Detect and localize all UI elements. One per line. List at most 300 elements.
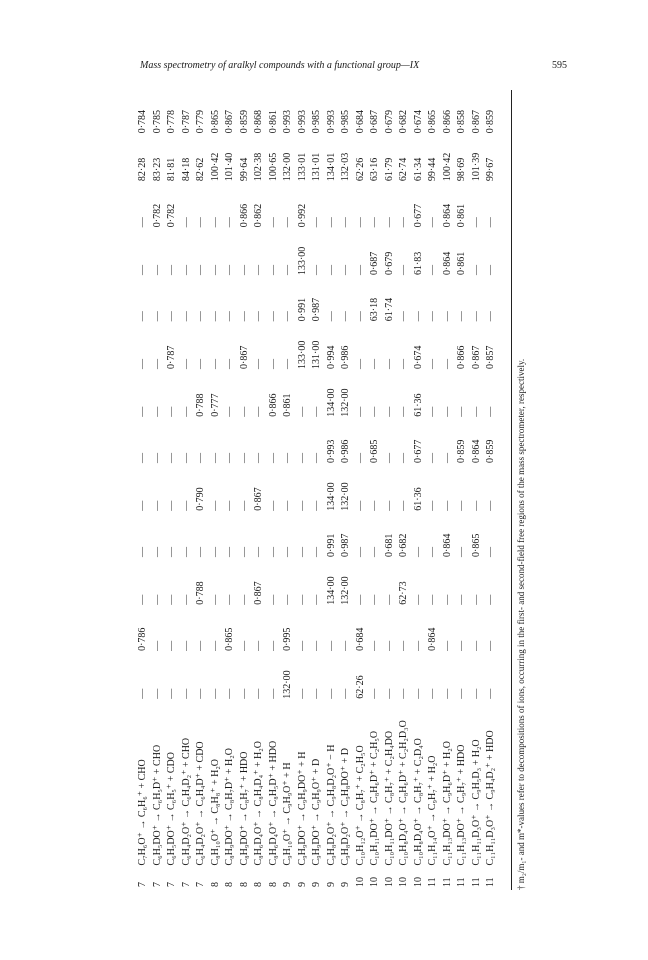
table-cell: 0·857 [485, 345, 496, 370]
table-cell: — [166, 640, 177, 651]
table-cell: — [427, 265, 438, 276]
table-cell: 132·00 [340, 482, 351, 511]
table-cell: — [325, 265, 337, 276]
row-reaction: C₁₀H₁₁DO⁺ → C₈H₆D⁺ + C₂H₅O [369, 730, 380, 866]
row-reaction: C₉H₈D₂O⁺ → C₉H₈DO⁺ + D [340, 748, 351, 866]
table-cell: — [238, 594, 250, 605]
table-cell: — [470, 265, 482, 276]
table-cell: — [427, 452, 438, 463]
table-cell: 0·790 [195, 487, 206, 511]
table-row [165, 90, 180, 890]
table-cell: — [354, 406, 366, 417]
table-cell: — [166, 688, 177, 699]
table-cell: — [267, 311, 279, 322]
table-cell: 100·42 [209, 152, 221, 182]
table-cell: 0·864 [441, 251, 453, 276]
table-cell: 99·67 [485, 157, 496, 182]
table-cell: — [282, 311, 293, 322]
table-cell: — [151, 640, 163, 651]
row-reaction: C₈H₁₀O⁺ → C₈H₈⁺ + H₂O [209, 758, 221, 866]
table-cell: — [456, 546, 467, 557]
table-cell: 101·39 [470, 152, 482, 182]
row-mass-number: 9 [325, 882, 337, 887]
table-row [180, 90, 195, 890]
table-cell: 0·985 [311, 109, 322, 134]
table-cell: — [209, 688, 221, 699]
table-cell: — [282, 546, 293, 557]
row-mass-number: 10 [412, 877, 424, 887]
table-cell: — [369, 500, 380, 511]
table-cell: 0·866 [456, 345, 467, 370]
table-row [151, 90, 166, 890]
table-cell: — [180, 311, 192, 322]
row-reaction: C₁₁H₁₃DO⁺ → C₉H₇⁺ + HDO [456, 744, 467, 866]
table-cell: 0·684 [354, 109, 366, 134]
table-cell: — [441, 640, 453, 651]
table-row [267, 90, 282, 890]
row-mass-number: 11 [485, 877, 496, 887]
row-reaction: C₁₁H₁₄O⁺ → C₉H₇⁺ + H₂O [427, 755, 438, 866]
table-cell: — [311, 594, 322, 605]
table-cell: 0·787 [180, 109, 192, 134]
table-cell: — [137, 546, 148, 557]
table-cell: 100·42 [441, 152, 453, 182]
table-cell: 0·867 [470, 345, 482, 370]
table-cell: — [441, 500, 453, 511]
table-cell: — [340, 640, 351, 651]
table-cell: 132·00 [340, 388, 351, 417]
table-cell: — [427, 500, 438, 511]
table-cell: — [427, 311, 438, 322]
table-cell: — [383, 500, 395, 511]
table-cell: — [180, 359, 192, 370]
row-mass-number: 9 [340, 882, 351, 887]
table-cell: — [427, 217, 438, 228]
table-cell: 0·687 [369, 251, 380, 276]
table-cell: — [369, 359, 380, 370]
table-cell: — [311, 265, 322, 276]
table-cell: — [383, 406, 395, 417]
table-cell: 63·18 [369, 297, 380, 322]
table-row [397, 90, 412, 890]
row-reaction: C₆H₄D₂O⁺ → C₆H₄D₂⁺ + CHO [180, 737, 192, 866]
table-cell: 0·682 [398, 109, 409, 134]
row-mass-number: 9 [311, 882, 322, 887]
table-row [238, 90, 253, 890]
table-cell: — [282, 452, 293, 463]
table-cell: 0·864 [427, 627, 438, 651]
table-cell: — [398, 311, 409, 322]
table-cell: 0·868 [253, 109, 264, 134]
table-cell: — [224, 688, 235, 699]
table-cell: — [209, 594, 221, 605]
table-cell: — [296, 406, 308, 417]
table-cell: — [311, 500, 322, 511]
table-cell: — [166, 452, 177, 463]
table-cell: 0·778 [166, 109, 177, 134]
table-cell: — [137, 452, 148, 463]
table-cell: 0·784 [137, 109, 148, 134]
row-reaction: C₉H₉DO⁺ → C₉H₉O⁺ + D [311, 758, 322, 866]
table-cell: — [485, 265, 496, 276]
table-cell: — [238, 546, 250, 557]
table-cell: — [398, 265, 409, 276]
table-cell: — [166, 311, 177, 322]
table-cell: — [427, 359, 438, 370]
table-cell: — [224, 594, 235, 605]
table-cell: 0·994 [325, 345, 337, 370]
table-row [296, 90, 311, 890]
table-cell: — [325, 640, 337, 651]
table-cell: — [151, 265, 163, 276]
table-cell: — [354, 500, 366, 511]
table-cell: — [340, 688, 351, 699]
table-cell: — [137, 311, 148, 322]
table-cell: 0·782 [166, 203, 177, 228]
table-cell: — [195, 311, 206, 322]
table-row [470, 90, 485, 890]
table-cell: 81·81 [166, 157, 177, 182]
table-cell: 0·679 [383, 251, 395, 276]
table-cell: 0·993 [325, 109, 337, 134]
row-mass-number: 9 [282, 882, 293, 887]
table-cell: — [398, 406, 409, 417]
table-cell: — [441, 359, 453, 370]
table-cell: — [456, 688, 467, 699]
table-cell: 0·674 [412, 345, 424, 370]
table-cell: — [311, 546, 322, 557]
table-cell: 0·859 [485, 109, 496, 134]
row-reaction: C₁₀H₁₂O⁺ → C₈H₇⁺ + C₂H₅O [354, 745, 366, 866]
table-cell: — [137, 594, 148, 605]
footnote-rule [511, 90, 512, 890]
table-cell: 0·861 [456, 251, 467, 276]
table-cell: — [354, 265, 366, 276]
table-cell: — [470, 594, 482, 605]
table-cell: 0·865 [224, 627, 235, 651]
table-cell: — [383, 452, 395, 463]
table-cell: — [151, 311, 163, 322]
table-cell: 61·74 [383, 297, 395, 322]
table-cell: — [253, 452, 264, 463]
table-cell: — [267, 546, 279, 557]
table-cell: — [253, 265, 264, 276]
table-cell: 0·787 [166, 345, 177, 370]
row-mass-number: 11 [427, 877, 438, 887]
table-cell: — [180, 546, 192, 557]
table-cell: 0·986 [340, 439, 351, 463]
table-cell: — [441, 406, 453, 417]
table-cell: 0·992 [296, 203, 308, 228]
table-cell: 0·866 [441, 109, 453, 134]
table-row [310, 90, 325, 890]
table-cell: 62·26 [354, 157, 366, 182]
table-cell: 0·681 [383, 533, 395, 557]
table-cell: 0·862 [253, 203, 264, 228]
table-cell: — [441, 594, 453, 605]
table-cell: 0·995 [282, 627, 293, 651]
table-cell: — [137, 217, 148, 228]
table-cell: — [427, 406, 438, 417]
row-mass-number: 7 [137, 882, 148, 887]
table-cell: — [137, 406, 148, 417]
table-cell: — [340, 311, 351, 322]
row-mass-number: 7 [195, 882, 206, 887]
table-cell: — [325, 217, 337, 228]
table-cell: — [470, 500, 482, 511]
table-row [484, 90, 499, 890]
table-row [252, 90, 267, 890]
table-cell: — [180, 594, 192, 605]
table-cell: — [224, 265, 235, 276]
table-cell: — [340, 265, 351, 276]
table-cell: 133·00 [296, 246, 308, 276]
table-footnote: † m₂/m₁- and m*-values refer to decompositions of ions, occurring in the first- and second-field free regions of the mass spectrometer, respectively. [516, 358, 526, 890]
table-cell: — [296, 688, 308, 699]
table-cell: — [311, 640, 322, 651]
row-reaction: C₇H₆O⁺ → C₆H₆⁺ + CHO [137, 759, 148, 866]
row-reaction: C₆H₅DO⁺ → C₆H₅⁺ + CDO [166, 752, 177, 866]
row-mass-number: 8 [238, 882, 250, 887]
table-cell: — [369, 217, 380, 228]
table-cell: 0·865 [209, 109, 221, 134]
table-cell: — [253, 640, 264, 651]
table-cell: 0·677 [412, 203, 424, 228]
table-cell: — [369, 594, 380, 605]
table-cell: 0·682 [398, 533, 409, 557]
table-cell: 131·01 [311, 152, 322, 182]
table-cell: — [456, 311, 467, 322]
table-cell: 101·40 [224, 152, 235, 182]
table-cell: — [296, 640, 308, 651]
table-cell: — [456, 406, 467, 417]
table-cell: 99·64 [238, 157, 250, 182]
table-cell: — [369, 546, 380, 557]
table-cell: — [296, 452, 308, 463]
row-reaction: C₈H₉DO⁺ → C₈H₇⁺ + HDO [238, 751, 250, 866]
table-cell: — [253, 546, 264, 557]
table-cell: — [238, 265, 250, 276]
table-cell: 62·26 [354, 675, 366, 699]
table-cell: 84·18 [180, 157, 192, 182]
table-cell: 0·685 [369, 439, 380, 463]
table-cell: — [195, 640, 206, 651]
table-cell: — [296, 500, 308, 511]
row-reaction: C₆H₅DO⁺ → C₆H₅D⁺ + CHO [151, 744, 163, 866]
table-row [368, 90, 383, 890]
row-reaction: C₁₁H₁₁D₃O⁺ → C₉H₅D₃ + H₂O [470, 739, 482, 866]
table-cell: 0·987 [311, 297, 322, 322]
row-reaction: C₈H₆D₄O⁺ → C₈H₅D⁺ + HDO [267, 740, 279, 866]
table-row [455, 90, 470, 890]
table-cell: — [195, 452, 206, 463]
table-cell: 134·00 [325, 482, 337, 511]
table-cell: — [180, 406, 192, 417]
table-cell: — [412, 640, 424, 651]
page-number: 595 [552, 60, 567, 71]
table-cell: — [282, 359, 293, 370]
table-cell: 0·867 [224, 109, 235, 134]
table-cell: — [195, 265, 206, 276]
table-cell: 0·866 [267, 393, 279, 417]
rotated-table-region [136, 90, 536, 890]
table-cell: — [354, 311, 366, 322]
table-cell: — [398, 359, 409, 370]
table-cell: — [238, 311, 250, 322]
table-cell: — [311, 217, 322, 228]
table-cell: — [412, 688, 424, 699]
table-cell: 0·987 [340, 533, 351, 557]
table-cell: — [253, 359, 264, 370]
table-cell: 0·861 [282, 393, 293, 417]
row-reaction: C₁₁H₁₃DO⁺ → C₉H₆D⁺ + H₂O [441, 741, 453, 866]
row-mass-number: 8 [267, 882, 279, 887]
table-row [354, 90, 369, 890]
table-cell: — [427, 594, 438, 605]
table-cell: 82·28 [137, 157, 148, 182]
row-mass-number: 11 [470, 877, 482, 887]
table-cell: — [224, 452, 235, 463]
table-cell: — [369, 640, 380, 651]
row-reaction: C₁₀H₈D₄O⁺ → C₈H₆D⁺ + C₂H₂D₃O [398, 720, 409, 866]
table-cell: 0·859 [456, 439, 467, 463]
table-cell: — [253, 311, 264, 322]
table-cell: 99·44 [427, 157, 438, 182]
table-cell: — [369, 688, 380, 699]
table-cell: — [180, 452, 192, 463]
table-cell: — [267, 500, 279, 511]
table-cell: — [267, 217, 279, 228]
row-mass-number: 8 [224, 882, 235, 887]
table-cell: 100·65 [267, 152, 279, 182]
row-reaction: C₈H₆D₄O⁺ → C₈H₄D₄⁺ + H₂O [253, 741, 264, 866]
table-cell: — [209, 359, 221, 370]
row-reaction: C₉H₈D₂O⁺ → C₉H₈D₂O⁺ − H [325, 744, 337, 866]
table-cell: 0·993 [325, 439, 337, 463]
table-cell: — [470, 217, 482, 228]
table-cell: 61·36 [412, 487, 424, 511]
table-cell: — [209, 500, 221, 511]
table-cell: — [151, 500, 163, 511]
table-cell: 0·867 [253, 487, 264, 511]
table-cell: — [427, 546, 438, 557]
table-cell: 0·864 [441, 533, 453, 557]
table-cell: — [383, 688, 395, 699]
table-cell: — [238, 500, 250, 511]
row-mass-number: 11 [456, 877, 467, 887]
table-row [281, 90, 296, 890]
table-cell: 0·991 [296, 297, 308, 322]
table-cell: — [151, 359, 163, 370]
table-cell: — [485, 688, 496, 699]
table-cell: 0·788 [195, 393, 206, 417]
table-cell: 0·866 [238, 203, 250, 228]
table-cell: — [311, 452, 322, 463]
table-cell: — [354, 452, 366, 463]
table-cell: — [325, 311, 337, 322]
table-cell: 0·859 [485, 439, 496, 463]
table-cell: — [470, 406, 482, 417]
table-cell: 0·786 [137, 627, 148, 651]
row-reaction: C₁₀H₈D₄O⁺ → C₈H₇⁺ + C₂D₄O [412, 738, 424, 866]
table-cell: — [209, 265, 221, 276]
table-cell: — [238, 640, 250, 651]
table-cell: — [485, 546, 496, 557]
table-cell: — [224, 359, 235, 370]
table-cell: — [282, 594, 293, 605]
table-cell: — [427, 688, 438, 699]
row-reaction: C₁₀H₁₁DO⁺ → C₈H₇⁺ + C₂H₄DO [383, 730, 395, 866]
table-cell: — [209, 546, 221, 557]
table-cell: 0·865 [427, 109, 438, 134]
row-mass-number: 10 [383, 877, 395, 887]
table-cell: — [151, 688, 163, 699]
table-cell: 0·782 [151, 203, 163, 228]
table-row [325, 90, 340, 890]
table-cell: — [180, 217, 192, 228]
table-cell: — [354, 217, 366, 228]
table-cell: — [354, 546, 366, 557]
table-cell: — [412, 546, 424, 557]
table-cell: — [412, 594, 424, 605]
table-cell: — [224, 217, 235, 228]
table-cell: 0·679 [383, 109, 395, 134]
table-cell: 133·00 [296, 340, 308, 370]
table-cell: 0·861 [456, 203, 467, 228]
table-cell: — [296, 546, 308, 557]
table-cell: — [267, 359, 279, 370]
table-cell: — [485, 500, 496, 511]
table-cell: — [398, 217, 409, 228]
table-cell: — [485, 640, 496, 651]
table-cell: — [209, 217, 221, 228]
table-cell: 133·01 [296, 152, 308, 182]
table-cell: 0·864 [470, 439, 482, 463]
row-mass-number: 9 [296, 882, 308, 887]
table-cell: — [412, 311, 424, 322]
row-mass-number: 7 [166, 882, 177, 887]
table-cell: 134·01 [325, 152, 337, 182]
table-cell: 0·687 [369, 109, 380, 134]
table-cell: — [398, 688, 409, 699]
table-cell: — [195, 546, 206, 557]
table-cell: — [151, 406, 163, 417]
table-cell: — [238, 452, 250, 463]
table-cell: — [151, 594, 163, 605]
table-cell: 61·83 [412, 251, 424, 276]
table-cell: — [253, 688, 264, 699]
table-cell: — [180, 500, 192, 511]
table-cell: — [470, 688, 482, 699]
table-cell: — [209, 640, 221, 651]
table-cell: 132·00 [282, 152, 293, 182]
running-header: Mass spectrometry of aralkyl compounds with a functional group—IX [140, 60, 420, 71]
table-cell: 61·36 [412, 393, 424, 417]
row-mass-number: 8 [209, 882, 221, 887]
table-cell: — [137, 688, 148, 699]
table-cell: — [195, 688, 206, 699]
table-cell: — [398, 500, 409, 511]
table-cell: 83·23 [151, 157, 163, 182]
table-cell: — [383, 217, 395, 228]
table-cell: 0·788 [195, 581, 206, 605]
table-cell: — [354, 594, 366, 605]
table-row [136, 90, 151, 890]
table-cell: 0·858 [456, 109, 467, 134]
table-cell: 0·991 [325, 533, 337, 557]
table-cell: 131·00 [311, 340, 322, 370]
row-reaction: C₉H₉DO⁺ → C₉H₉DO⁺ + H [296, 751, 308, 866]
